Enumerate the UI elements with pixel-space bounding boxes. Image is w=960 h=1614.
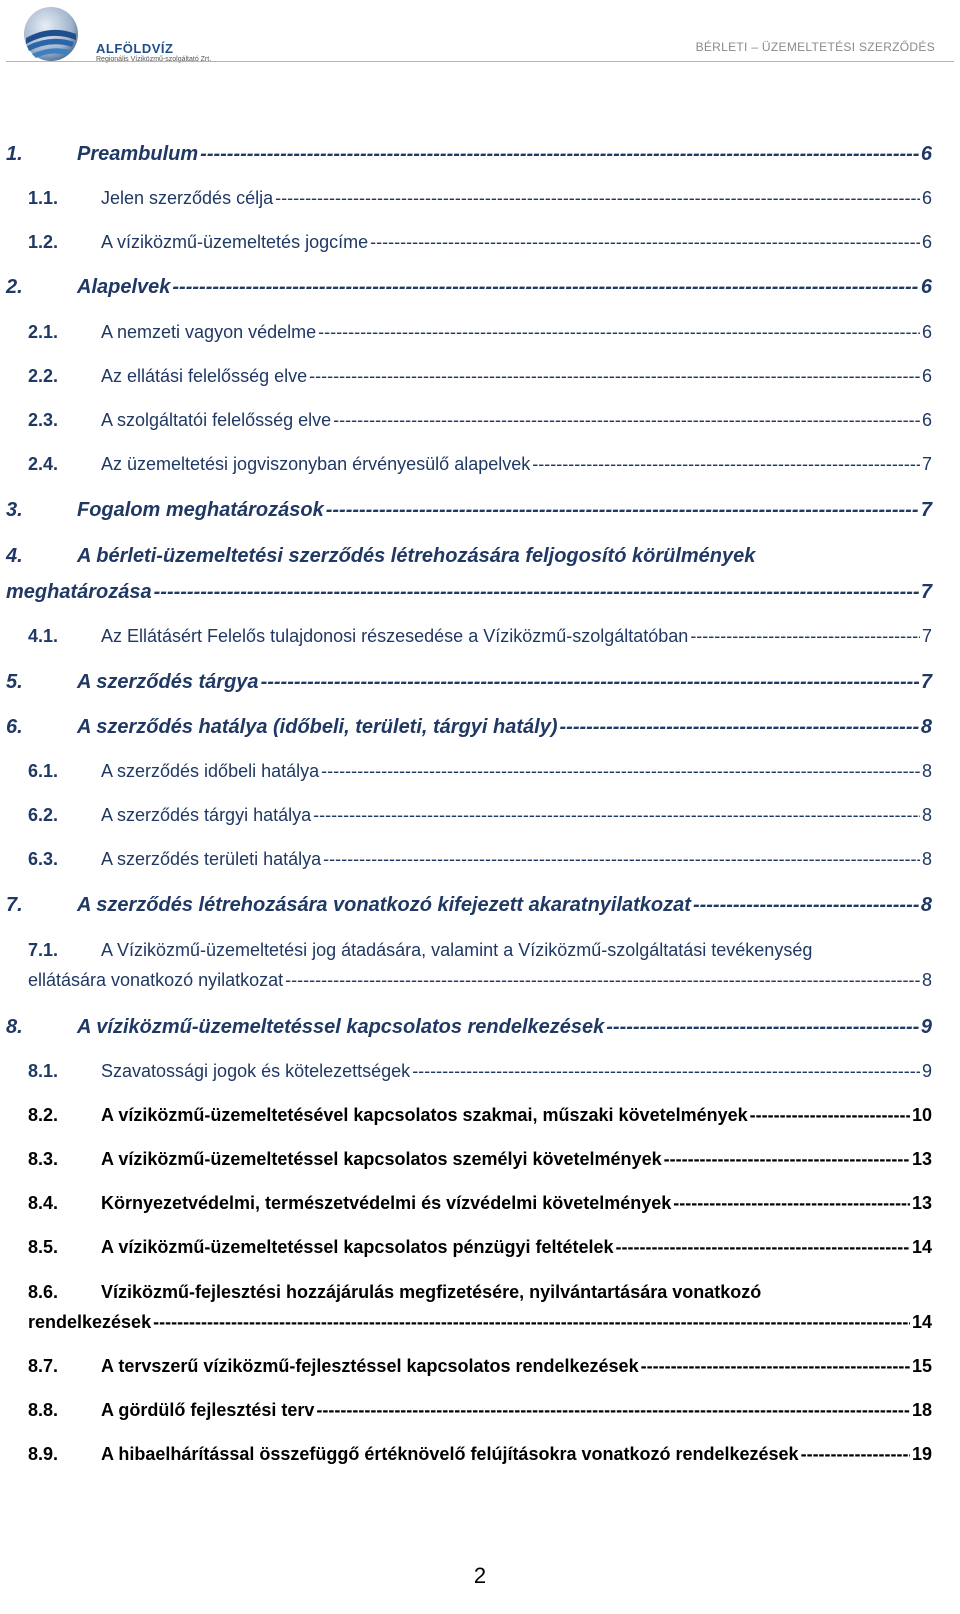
dot-leader <box>673 1193 910 1214</box>
toc-title: A bérleti-üzemeltetési szerződés létrehozására feljogosító körülmények <box>77 545 756 567</box>
page-header <box>0 0 960 70</box>
toc-title: A szerződés időbeli hatálya <box>101 761 320 781</box>
toc-number: 8.3. <box>28 1149 59 1169</box>
header-divider <box>6 61 954 62</box>
toc-number: 5. <box>6 671 23 693</box>
toc-number: 4. <box>6 545 23 567</box>
toc-title: Az ellátási felelősség elve <box>101 366 308 386</box>
toc-number: 7. <box>6 894 23 916</box>
dot-leader <box>316 1400 910 1421</box>
toc-page-number: 13 <box>911 1149 932 1169</box>
dot-leader <box>532 454 920 475</box>
toc-number: 2.3. <box>28 410 59 430</box>
toc-title: Az Ellátásért Felelős tulajdonosi részesedése a Víziközmű-szolgáltatóban <box>101 626 689 646</box>
toc-page-number: 8 <box>921 849 932 869</box>
logo-globe-icon <box>18 4 88 66</box>
toc-number: 1.2. <box>28 232 59 252</box>
logo-name: ALFÖLDVÍZ <box>96 41 174 56</box>
toc-number: 6. <box>6 716 23 738</box>
toc-title: Alapelvek <box>77 276 171 298</box>
toc-title: A gördülő fejlesztési terv <box>101 1400 315 1420</box>
page-number: 2 <box>473 1563 487 1588</box>
toc-title: Preambulum <box>77 143 199 165</box>
toc-page-number: 7 <box>920 671 932 693</box>
document-title: BÉRLETI – ÜZEMELTETÉSI SZERZŐDÉS <box>695 40 935 54</box>
toc-page-number: 10 <box>911 1105 932 1125</box>
toc-title: Szavatossági jogok és kötelezettségek <box>101 1061 411 1081</box>
dot-leader <box>664 1149 910 1170</box>
toc-number: 2.4. <box>28 454 59 474</box>
dot-leader <box>641 1356 910 1377</box>
toc-title: Környezetvédelmi, természetvédelmi és vízvédelmi követelmények <box>101 1193 672 1213</box>
toc-number: 4.1. <box>28 626 59 646</box>
dot-leader <box>412 1061 920 1082</box>
dot-leader <box>616 1237 910 1258</box>
toc-number: 8.5. <box>28 1237 59 1257</box>
toc-number: 8.7. <box>28 1356 59 1376</box>
toc-page-number: 8 <box>920 716 932 738</box>
toc-title: A víziközmű-üzemeltetéssel kapcsolatos pénzügyi feltételek <box>101 1237 614 1257</box>
toc-page-number: 15 <box>911 1356 932 1376</box>
toc-number: 8.8. <box>28 1400 59 1420</box>
toc-page-number: 7 <box>920 499 932 521</box>
dot-leader <box>750 1105 910 1126</box>
toc-number: 8. <box>6 1016 23 1038</box>
toc-title: A szerződés tárgya <box>77 671 259 693</box>
toc-page-number: 14 <box>911 1312 932 1332</box>
toc-page-number: 9 <box>920 1016 932 1038</box>
toc-title: A víziközmű-üzemeltetésével kapcsolatos szakmai, műszaki követelmények <box>101 1105 748 1125</box>
toc-title: rendelkezések <box>28 1312 152 1332</box>
dot-leader <box>606 1016 919 1039</box>
dot-leader <box>154 581 919 604</box>
toc-number: 2.2. <box>28 366 59 386</box>
dot-leader <box>323 849 920 870</box>
toc-number: 3. <box>6 499 23 521</box>
dot-leader <box>321 761 920 782</box>
dot-leader <box>172 276 918 299</box>
toc-number: 6.2. <box>28 805 59 825</box>
toc-number: 1. <box>6 143 23 165</box>
toc-number: 2.1. <box>28 322 59 342</box>
toc-title: A tervszerű víziközmű-fejlesztéssel kapcsolatos rendelkezések <box>101 1356 639 1376</box>
toc-title: A nemzeti vagyon védelme <box>101 322 317 342</box>
dot-leader <box>560 716 919 739</box>
toc-title: A víziközmű-üzemeltetéssel kapcsolatos személyi követelmények <box>101 1149 662 1169</box>
toc-page-number: 9 <box>921 1061 932 1081</box>
toc-title: ellátására vonatkozó nyilatkozat <box>28 970 284 990</box>
toc-page-number: 6 <box>921 322 932 342</box>
toc-number: 8.6. <box>28 1282 59 1302</box>
toc-page-number: 13 <box>911 1193 932 1213</box>
toc-number: 7.1. <box>28 940 59 960</box>
company-logo <box>18 4 238 66</box>
toc-number: 8.2. <box>28 1105 59 1125</box>
toc-title: A hibaelhárítással összefüggő értéknövelő felújításokra vonatkozó rendelkezések <box>101 1444 799 1464</box>
dot-leader <box>261 671 919 694</box>
logo-subtitle: Regionális Víziközmű-szolgáltató Zrt. <box>96 56 212 63</box>
toc-title: A szerződés létrehozására vonatkozó kifejezett akaratnyilatkozat <box>77 894 691 916</box>
dot-leader <box>690 626 920 647</box>
toc-title: A Víziközmű-üzemeltetési jog átadására, valamint a Víziközmű-szolgáltatási tevékenység <box>101 940 813 960</box>
dot-leader <box>153 1312 910 1333</box>
toc-page-number: 8 <box>921 761 932 781</box>
dot-leader <box>200 143 919 166</box>
toc-page-number: 7 <box>920 581 932 603</box>
toc-title: A szerződés tárgyi hatálya <box>101 805 312 825</box>
toc-page-number: 18 <box>911 1400 932 1420</box>
dot-leader <box>693 894 919 917</box>
toc-number: 6.3. <box>28 849 59 869</box>
dot-leader <box>326 499 919 522</box>
dot-leader <box>318 322 920 343</box>
toc-page-number: 6 <box>921 410 932 430</box>
dot-leader <box>313 805 920 826</box>
toc-title: A víziközmű-üzemeltetés jogcíme <box>101 232 369 252</box>
toc-number: 8.1. <box>28 1061 59 1081</box>
toc-page-number: 6 <box>921 366 932 386</box>
toc-title: A szerződés hatálya (időbeli, területi, tárgyi hatály) <box>77 716 558 738</box>
dot-leader <box>285 970 920 991</box>
dot-leader <box>333 410 920 431</box>
toc-number: 2. <box>6 276 23 298</box>
toc-page-number: 8 <box>921 805 932 825</box>
toc-title: A szerződés területi hatálya <box>101 849 322 869</box>
toc-page-number: 6 <box>920 276 932 298</box>
toc-title: A szolgáltatói felelősség elve <box>101 410 332 430</box>
toc-page-number: 6 <box>921 232 932 252</box>
dot-leader <box>801 1444 910 1465</box>
toc-number: 1.1. <box>28 188 59 208</box>
toc-title: Víziközmű-fejlesztési hozzájárulás megfizetésére, nyilvántartására vonatkozó <box>101 1282 762 1302</box>
toc-page-number: 14 <box>911 1237 932 1257</box>
toc-page-number: 8 <box>921 970 932 990</box>
dot-leader <box>370 232 920 253</box>
toc-title: Az üzemeltetési jogviszonyban érvényesülő alapelvek <box>101 454 531 474</box>
toc-number: 6.1. <box>28 761 59 781</box>
toc-title: Jelen szerződés célja <box>101 188 274 208</box>
toc-page-number: 8 <box>920 894 932 916</box>
toc-page-number: 19 <box>911 1444 932 1464</box>
toc-number: 8.9. <box>28 1444 59 1464</box>
toc-page-number: 7 <box>921 454 932 474</box>
toc-page-number: 6 <box>921 188 932 208</box>
toc-page-number: 7 <box>921 626 932 646</box>
dot-leader <box>275 188 920 209</box>
toc-page-number: 6 <box>920 143 932 165</box>
toc-title: Fogalom meghatározások <box>77 499 324 521</box>
toc-title: A víziközmű-üzemeltetéssel kapcsolatos rendelkezések <box>77 1016 605 1038</box>
toc-title: meghatározása <box>6 581 152 603</box>
toc-number: 8.4. <box>28 1193 59 1213</box>
dot-leader <box>309 366 920 387</box>
